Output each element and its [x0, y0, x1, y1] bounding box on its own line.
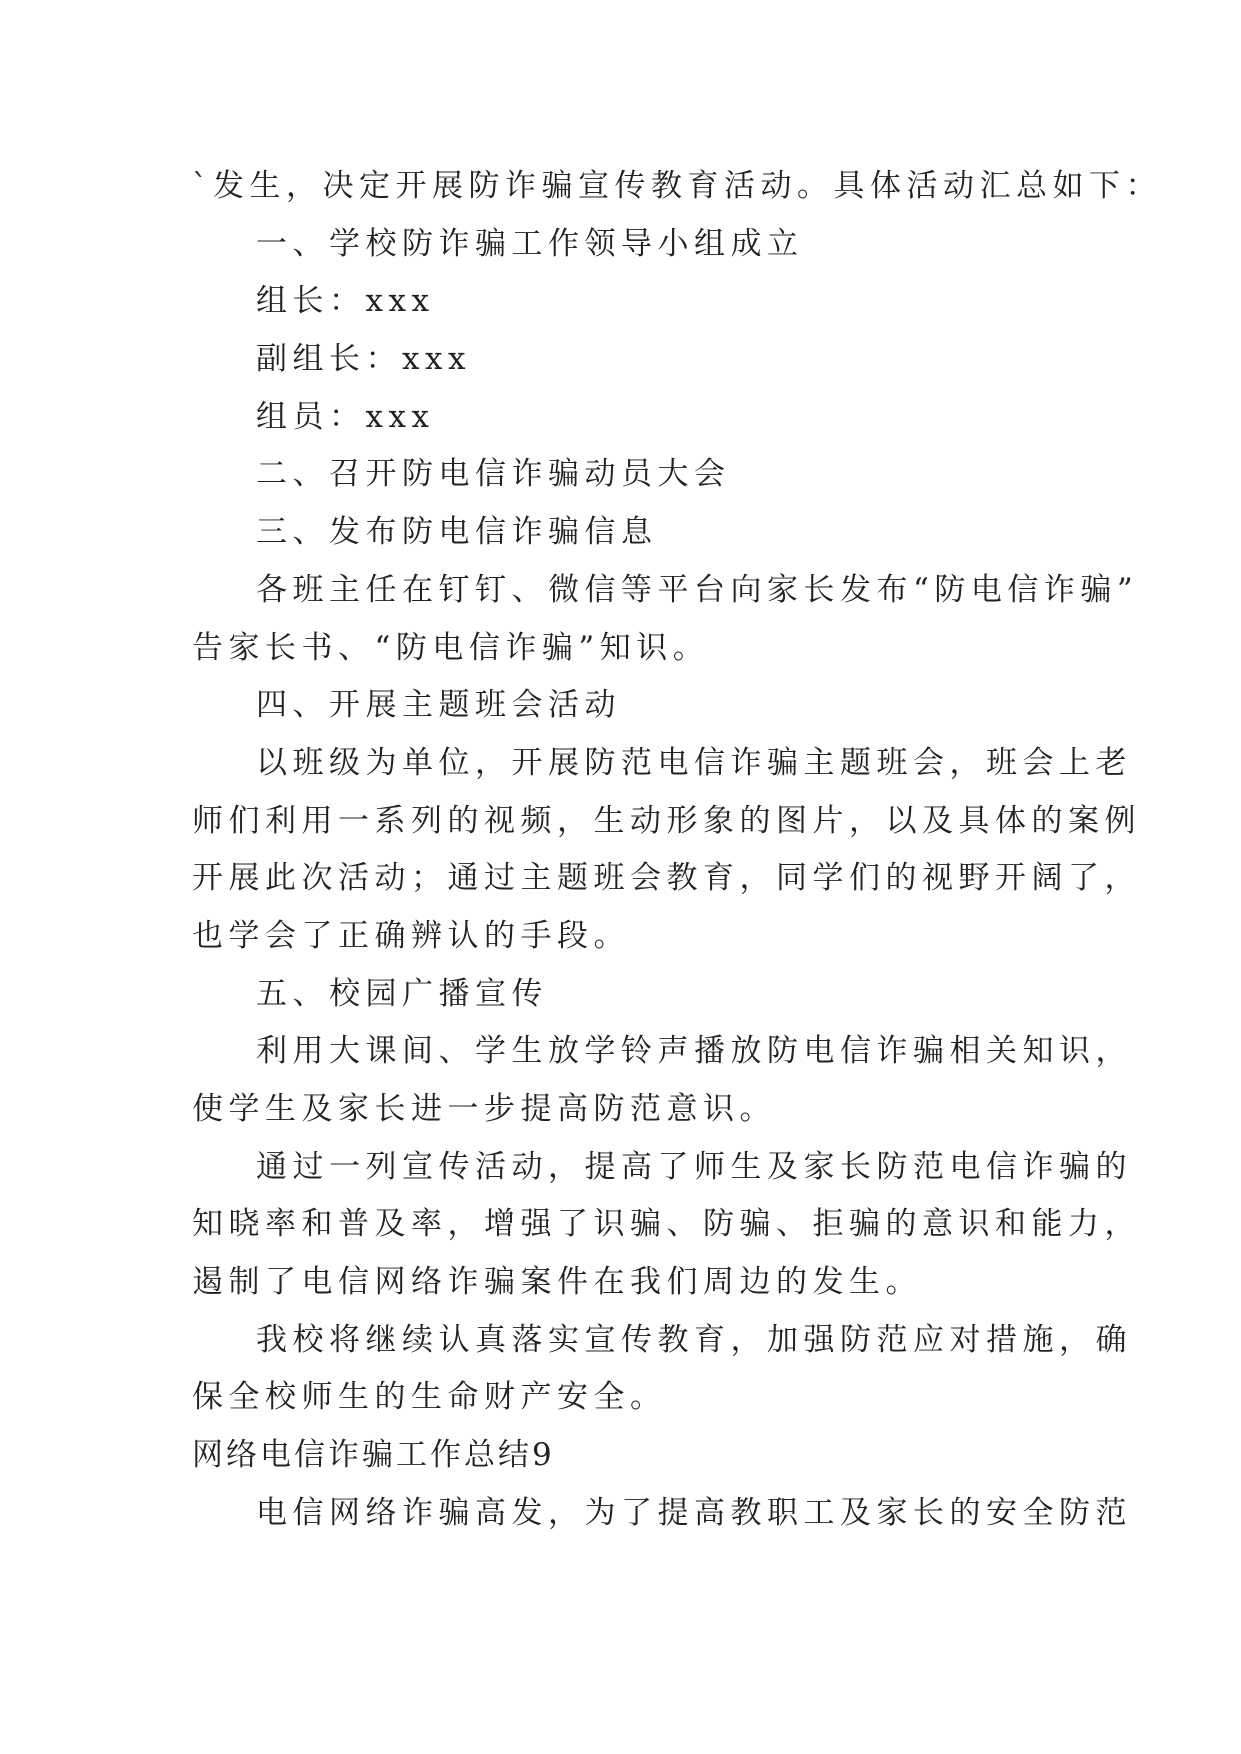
text-line: 遏制了电信网络诈骗案件在我们周边的发生。 [192, 1264, 922, 1301]
text-line: 我校将继续认真落实宣传教育，加强防范应对措施，确 [256, 1321, 1132, 1358]
section-heading-1: 一、学校防诈骗工作领导小组成立 [256, 225, 804, 262]
text-line-deputy-leader: 副组长：xxx [256, 341, 471, 378]
text-line: `发生，决定开展防诈骗宣传教育活动。具体活动汇总如下： [192, 168, 1162, 204]
section-heading-5: 五、校园广播宣传 [256, 975, 548, 1012]
document-body [192, 158, 1162, 1543]
text-line: 开展此次活动；通过主题班会教育，同学们的视野开阔了， [192, 860, 1141, 897]
text-line-leader: 组长：xxx [256, 283, 435, 320]
section-heading-3: 三、发布防电信诈骗信息 [256, 514, 658, 551]
text-line: 告家长书、“防电信诈骗”知识。 [192, 629, 710, 666]
text-line: 保全校师生的生命财产安全。 [192, 1379, 667, 1416]
text-line: 以班级为单位，开展防范电信诈骗主题班会，班会上老 [256, 744, 1132, 781]
text-line: 师们利用一系列的视频，生动形象的图片，以及具体的案例 [192, 802, 1141, 839]
section-heading-2: 二、召开防电信诈骗动员大会 [256, 456, 731, 493]
text-line: 使学生及家长进一步提高防范意识。 [192, 1091, 776, 1127]
text-line: 知晓率和普及率，增强了识骗、防骗、拒骗的意识和能力， [192, 1206, 1141, 1243]
text-line: 电信网络诈骗高发，为了提高教职工及家长的安全防范 [256, 1494, 1132, 1531]
article-title: 网络电信诈骗工作总结9 [192, 1437, 555, 1474]
section-heading-4: 四、开展主题班会活动 [256, 687, 621, 724]
text-line: 利用大课间、学生放学铃声播放防电信诈骗相关知识， [256, 1033, 1132, 1070]
text-line: 各班主任在钉钉、微信等平台向家长发布“防电信诈骗” [256, 571, 1139, 608]
text-line: 通过一列宣传活动，提高了师生及家长防范电信诈骗的 [256, 1148, 1132, 1185]
text-line-members: 组员：xxx [256, 398, 435, 435]
text-line: 也学会了正确辨认的手段。 [192, 917, 630, 954]
